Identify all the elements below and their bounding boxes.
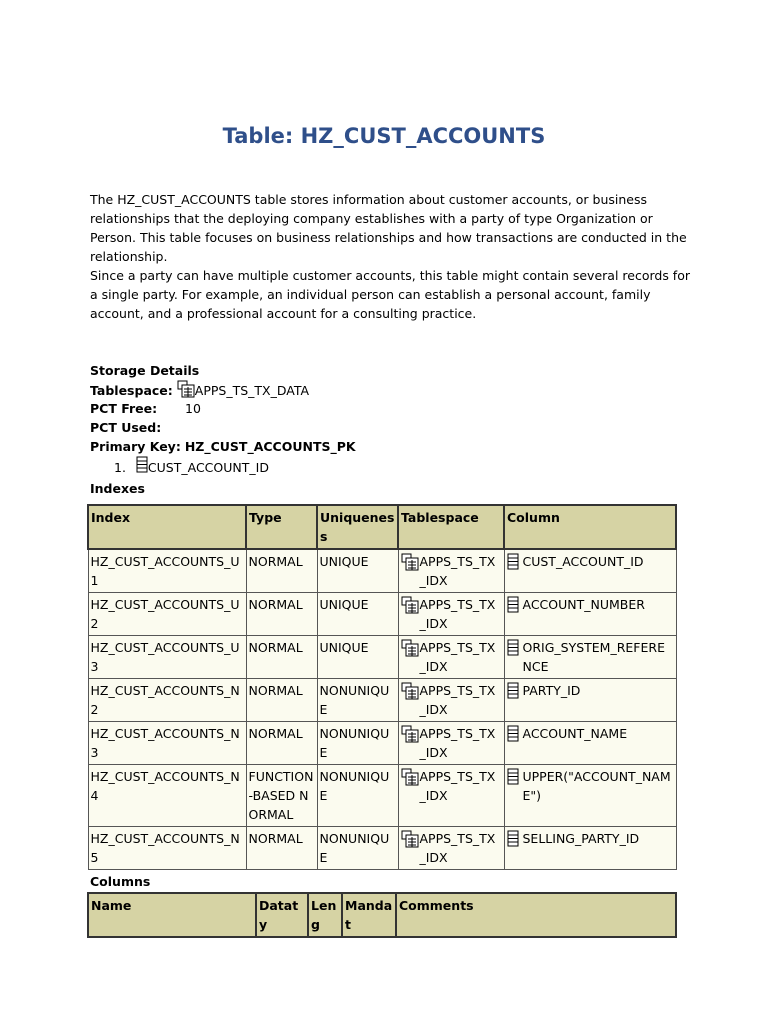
description-paragraph: The HZ_CUST_ACCOUNTS table stores information about customer accounts, or business relationships that the deploying company establishes with a party of type Organization or Person. This table focuses on business relationships and how transactions are conducted in the relationship. <box>90 192 687 264</box>
columns-table <box>87 892 677 938</box>
index-column-cell <box>504 549 676 593</box>
index-name-cell: HZ_CUST_ACCOUNTS_U3 <box>88 636 246 679</box>
column-header: Index <box>88 505 246 549</box>
column-header: Tablespace <box>398 505 504 549</box>
index-tablespace-cell <box>398 549 504 593</box>
index-uniqueness-cell: NONUNIQUE <box>317 679 398 722</box>
indexes-table <box>87 504 677 870</box>
column-icon <box>507 768 519 790</box>
index-type-cell: FUNCTION-BASED NORMAL <box>246 765 317 827</box>
column-icon <box>507 596 519 618</box>
storage-details <box>90 361 690 498</box>
tablespace-value: APPS_TS_TX_DATA <box>194 383 310 398</box>
column-header: Leng <box>308 893 342 937</box>
column-icon <box>507 830 519 852</box>
index-column-cell <box>504 636 676 679</box>
table-row <box>88 827 676 870</box>
tablespace-value: APPS_TS_TX_IDX <box>419 554 496 588</box>
index-column-cell <box>504 593 676 636</box>
tablespace-label: Tablespace: <box>90 383 173 398</box>
column-header: Mandat <box>342 893 396 937</box>
column-value: ACCOUNT_NAME <box>522 726 628 741</box>
table-row <box>88 593 676 636</box>
column-header: Type <box>246 505 317 549</box>
tablespace-value: APPS_TS_TX_IDX <box>419 726 496 760</box>
index-uniqueness-cell: UNIQUE <box>317 593 398 636</box>
column-header: Comments <box>396 893 676 937</box>
index-type-cell: NORMAL <box>246 722 317 765</box>
primary-key-row <box>90 437 690 456</box>
index-type-cell: NORMAL <box>246 549 317 593</box>
primary-key-value: HZ_CUST_ACCOUNTS_PK <box>184 439 356 454</box>
index-type-cell: NORMAL <box>246 827 317 870</box>
column-value: SELLING_PARTY_ID <box>522 831 640 846</box>
description-paragraph: Since a party can have multiple customer accounts, this table might contain several records for a single party. For example, an individual person can establish a personal account, family account, and a professional account for a consulting practice. <box>90 268 690 321</box>
columns-heading: Columns <box>90 874 151 889</box>
index-tablespace-cell <box>398 593 504 636</box>
index-uniqueness-cell: UNIQUE <box>317 549 398 593</box>
pct-used-label: PCT Used: <box>90 420 162 435</box>
index-name-cell: HZ_CUST_ACCOUNTS_N2 <box>88 679 246 722</box>
indexes-heading: Indexes <box>90 481 145 496</box>
tablespace-value: APPS_TS_TX_IDX <box>419 640 496 674</box>
index-tablespace-cell <box>398 827 504 870</box>
table-row <box>88 679 676 722</box>
column-header: Uniqueness <box>317 505 398 549</box>
column-icon <box>507 639 519 661</box>
table-header-row <box>88 505 676 549</box>
pct-free-value: 10 <box>185 401 201 416</box>
index-name-cell: HZ_CUST_ACCOUNTS_U1 <box>88 549 246 593</box>
index-tablespace-cell <box>398 636 504 679</box>
page-title: Table: HZ_CUST_ACCOUNTS <box>222 124 546 148</box>
column-header: Name <box>88 893 256 937</box>
primary-key-label: Primary Key: <box>90 439 181 454</box>
index-column-cell <box>504 722 676 765</box>
index-tablespace-cell <box>398 679 504 722</box>
tablespace-value: APPS_TS_TX_IDX <box>419 831 496 865</box>
column-value: PARTY_ID <box>522 683 581 698</box>
column-value: ACCOUNT_NUMBER <box>522 597 645 612</box>
index-name-cell: HZ_CUST_ACCOUNTS_N5 <box>88 827 246 870</box>
pk-column-number: 1. <box>114 460 126 475</box>
pk-column-name: CUST_ACCOUNT_ID <box>147 460 269 475</box>
index-name-cell: HZ_CUST_ACCOUNTS_N3 <box>88 722 246 765</box>
index-name-cell: HZ_CUST_ACCOUNTS_N4 <box>88 765 246 827</box>
tablespace-icon <box>401 725 419 748</box>
table-row <box>88 549 676 593</box>
tablespace-value: APPS_TS_TX_IDX <box>419 769 496 803</box>
tablespace-icon <box>401 682 419 705</box>
tablespace-icon <box>401 768 419 791</box>
index-column-cell <box>504 765 676 827</box>
storage-heading: Storage Details <box>90 363 200 378</box>
index-uniqueness-cell: NONUNIQUE <box>317 765 398 827</box>
table-row <box>88 722 676 765</box>
tablespace-value: APPS_TS_TX_IDX <box>419 597 496 631</box>
index-type-cell: NORMAL <box>246 593 317 636</box>
index-uniqueness-cell: NONUNIQUE <box>317 722 398 765</box>
column-header: Column <box>504 505 676 549</box>
column-icon <box>507 682 519 704</box>
pct-free-label: PCT Free: <box>90 401 158 416</box>
index-type-cell: NORMAL <box>246 636 317 679</box>
tablespace-icon <box>401 830 419 853</box>
column-value: UPPER("ACCOUNT_NAME") <box>522 769 671 803</box>
tablespace-icon <box>401 596 419 619</box>
index-tablespace-cell <box>398 722 504 765</box>
pct-free-row <box>90 399 690 418</box>
column-value: ORIG_SYSTEM_REFERENCE <box>522 640 665 674</box>
index-uniqueness-cell: NONUNIQUE <box>317 827 398 870</box>
index-column-cell <box>504 679 676 722</box>
tablespace-icon <box>401 553 419 576</box>
index-uniqueness-cell: UNIQUE <box>317 636 398 679</box>
index-column-cell <box>504 827 676 870</box>
tablespace-row <box>90 380 690 399</box>
table-header-row <box>88 893 676 937</box>
index-type-cell: NORMAL <box>246 679 317 722</box>
index-tablespace-cell <box>398 765 504 827</box>
description <box>90 190 690 323</box>
column-icon <box>507 553 519 575</box>
column-icon <box>136 456 148 481</box>
column-icon <box>507 725 519 747</box>
table-row <box>88 765 676 827</box>
index-name-cell: HZ_CUST_ACCOUNTS_U2 <box>88 593 246 636</box>
column-value: CUST_ACCOUNT_ID <box>522 554 644 569</box>
table-row <box>88 636 676 679</box>
column-header: Dataty <box>256 893 308 937</box>
tablespace-value: APPS_TS_TX_IDX <box>419 683 496 717</box>
tablespace-icon <box>401 639 419 662</box>
pk-column-item <box>90 456 690 480</box>
